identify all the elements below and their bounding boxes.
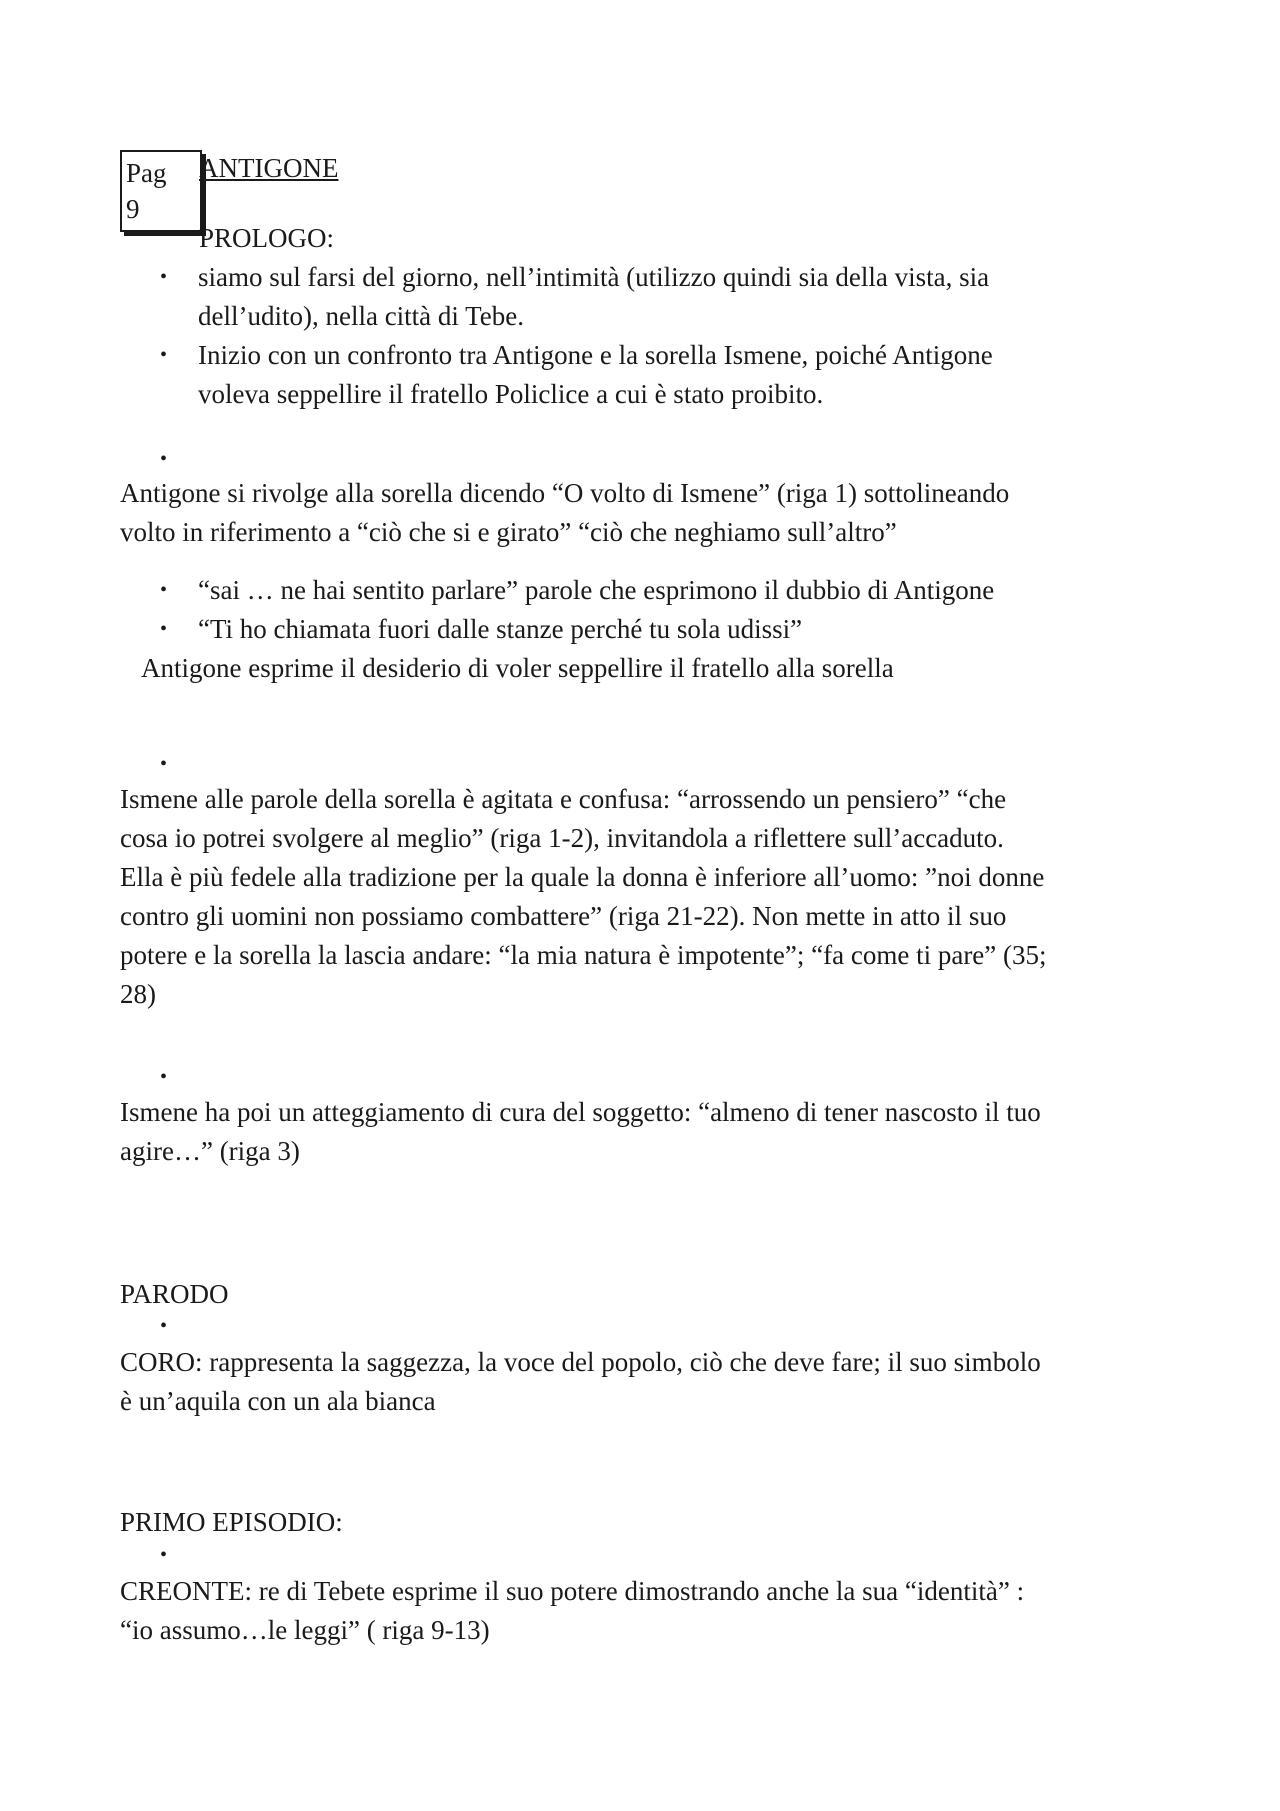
quote-1: “sai … ne hai sentito parlare” parole che esprimono il dubbio di Antigone xyxy=(198,575,995,605)
bullet-point: • xyxy=(160,618,168,640)
document-title: ANTIGONE xyxy=(199,153,339,183)
ismene-care-line-1: Ismene ha poi un atteggiamento di cura del soggetto: “almeno di tener nascosto il tuo xyxy=(120,1097,1041,1127)
section-heading-parodo: PARODO xyxy=(120,1279,229,1309)
page-label: Pag xyxy=(126,158,167,188)
parodo-line-2: è un’aquila con un ala bianca xyxy=(120,1386,436,1416)
quote-2: “Ti ho chiamata fuori dalle stanze perché tu sola udissi” xyxy=(198,614,803,644)
bullet-point: • xyxy=(160,753,168,775)
ismene-paragraph-line-6: 28) xyxy=(120,979,156,1009)
ismene-paragraph-line-4: contro gli uomini non possiamo combattere” (riga 21-22). Non mette in atto il suo xyxy=(120,901,1007,931)
antigone-paragraph-line-2: volto in riferimento a “ciò che si e girato” “ciò che neghiamo sull’altro” xyxy=(120,517,897,547)
bullet-point: • xyxy=(160,344,168,366)
bullet-point: • xyxy=(160,266,168,288)
ismene-paragraph-line-3: Ella è più fedele alla tradizione per la quale la donna è inferiore all’uomo: ”noi donne xyxy=(120,862,1045,892)
bullet-point: • xyxy=(160,1315,168,1337)
section-heading-primo-episodio: PRIMO EPISODIO: xyxy=(120,1507,343,1537)
ismene-paragraph-line-2: cosa io potrei svolgere al meglio” (riga 1-2), invitandola a riflettere sull’accaduto. xyxy=(120,823,1004,853)
prologo-bullet-1-line-1: siamo sul farsi del giorno, nell’intimità (utilizzo quindi sia della vista, sia xyxy=(198,262,990,292)
ismene-paragraph-line-5: potere e la sorella la lascia andare: “la mia natura è impotente”; “fa come ti pare” (35; xyxy=(120,940,1047,970)
prologo-bullet-2-line-2: voleva seppellire il fratello Policlice a cui è stato proibito. xyxy=(198,379,824,409)
bullet-point: • xyxy=(160,1544,168,1566)
prologo-bullet-1-line-2: dell’udito), nella città di Tebe. xyxy=(198,301,525,331)
primo-episodio-line-2: “io assumo…le leggi” ( riga 9-13) xyxy=(120,1615,490,1645)
bullet-point: • xyxy=(160,579,168,601)
page-number-box xyxy=(120,150,202,232)
page-number: 9 xyxy=(126,194,140,224)
primo-episodio-line-1: CREONTE: re di Tebete esprime il suo potere dimostrando anche la sua “identità” : xyxy=(120,1576,1025,1606)
ismene-paragraph-line-1: Ismene alle parole della sorella è agitata e confusa: “arrossendo un pensiero” “che xyxy=(120,784,1007,814)
section-heading-prologo: PROLOGO: xyxy=(199,223,335,253)
ismene-care-line-2: agire…” (riga 3) xyxy=(120,1136,300,1166)
parodo-line-1: CORO: rappresenta la saggezza, la voce del popolo, ciò che deve fare; il suo simbolo xyxy=(120,1347,1041,1377)
antigone-paragraph-line-1: Antigone si rivolge alla sorella dicendo “O volto di Ismene” (riga 1) sottolineando xyxy=(120,478,1010,508)
antigone-desire-line: Antigone esprime il desiderio di voler seppellire il fratello alla sorella xyxy=(141,653,894,683)
bullet-point: • xyxy=(160,448,168,470)
prologo-bullet-2-line-1: Inizio con un confronto tra Antigone e la sorella Ismene, poiché Antigone xyxy=(198,340,993,370)
bullet-point: • xyxy=(160,1066,168,1088)
